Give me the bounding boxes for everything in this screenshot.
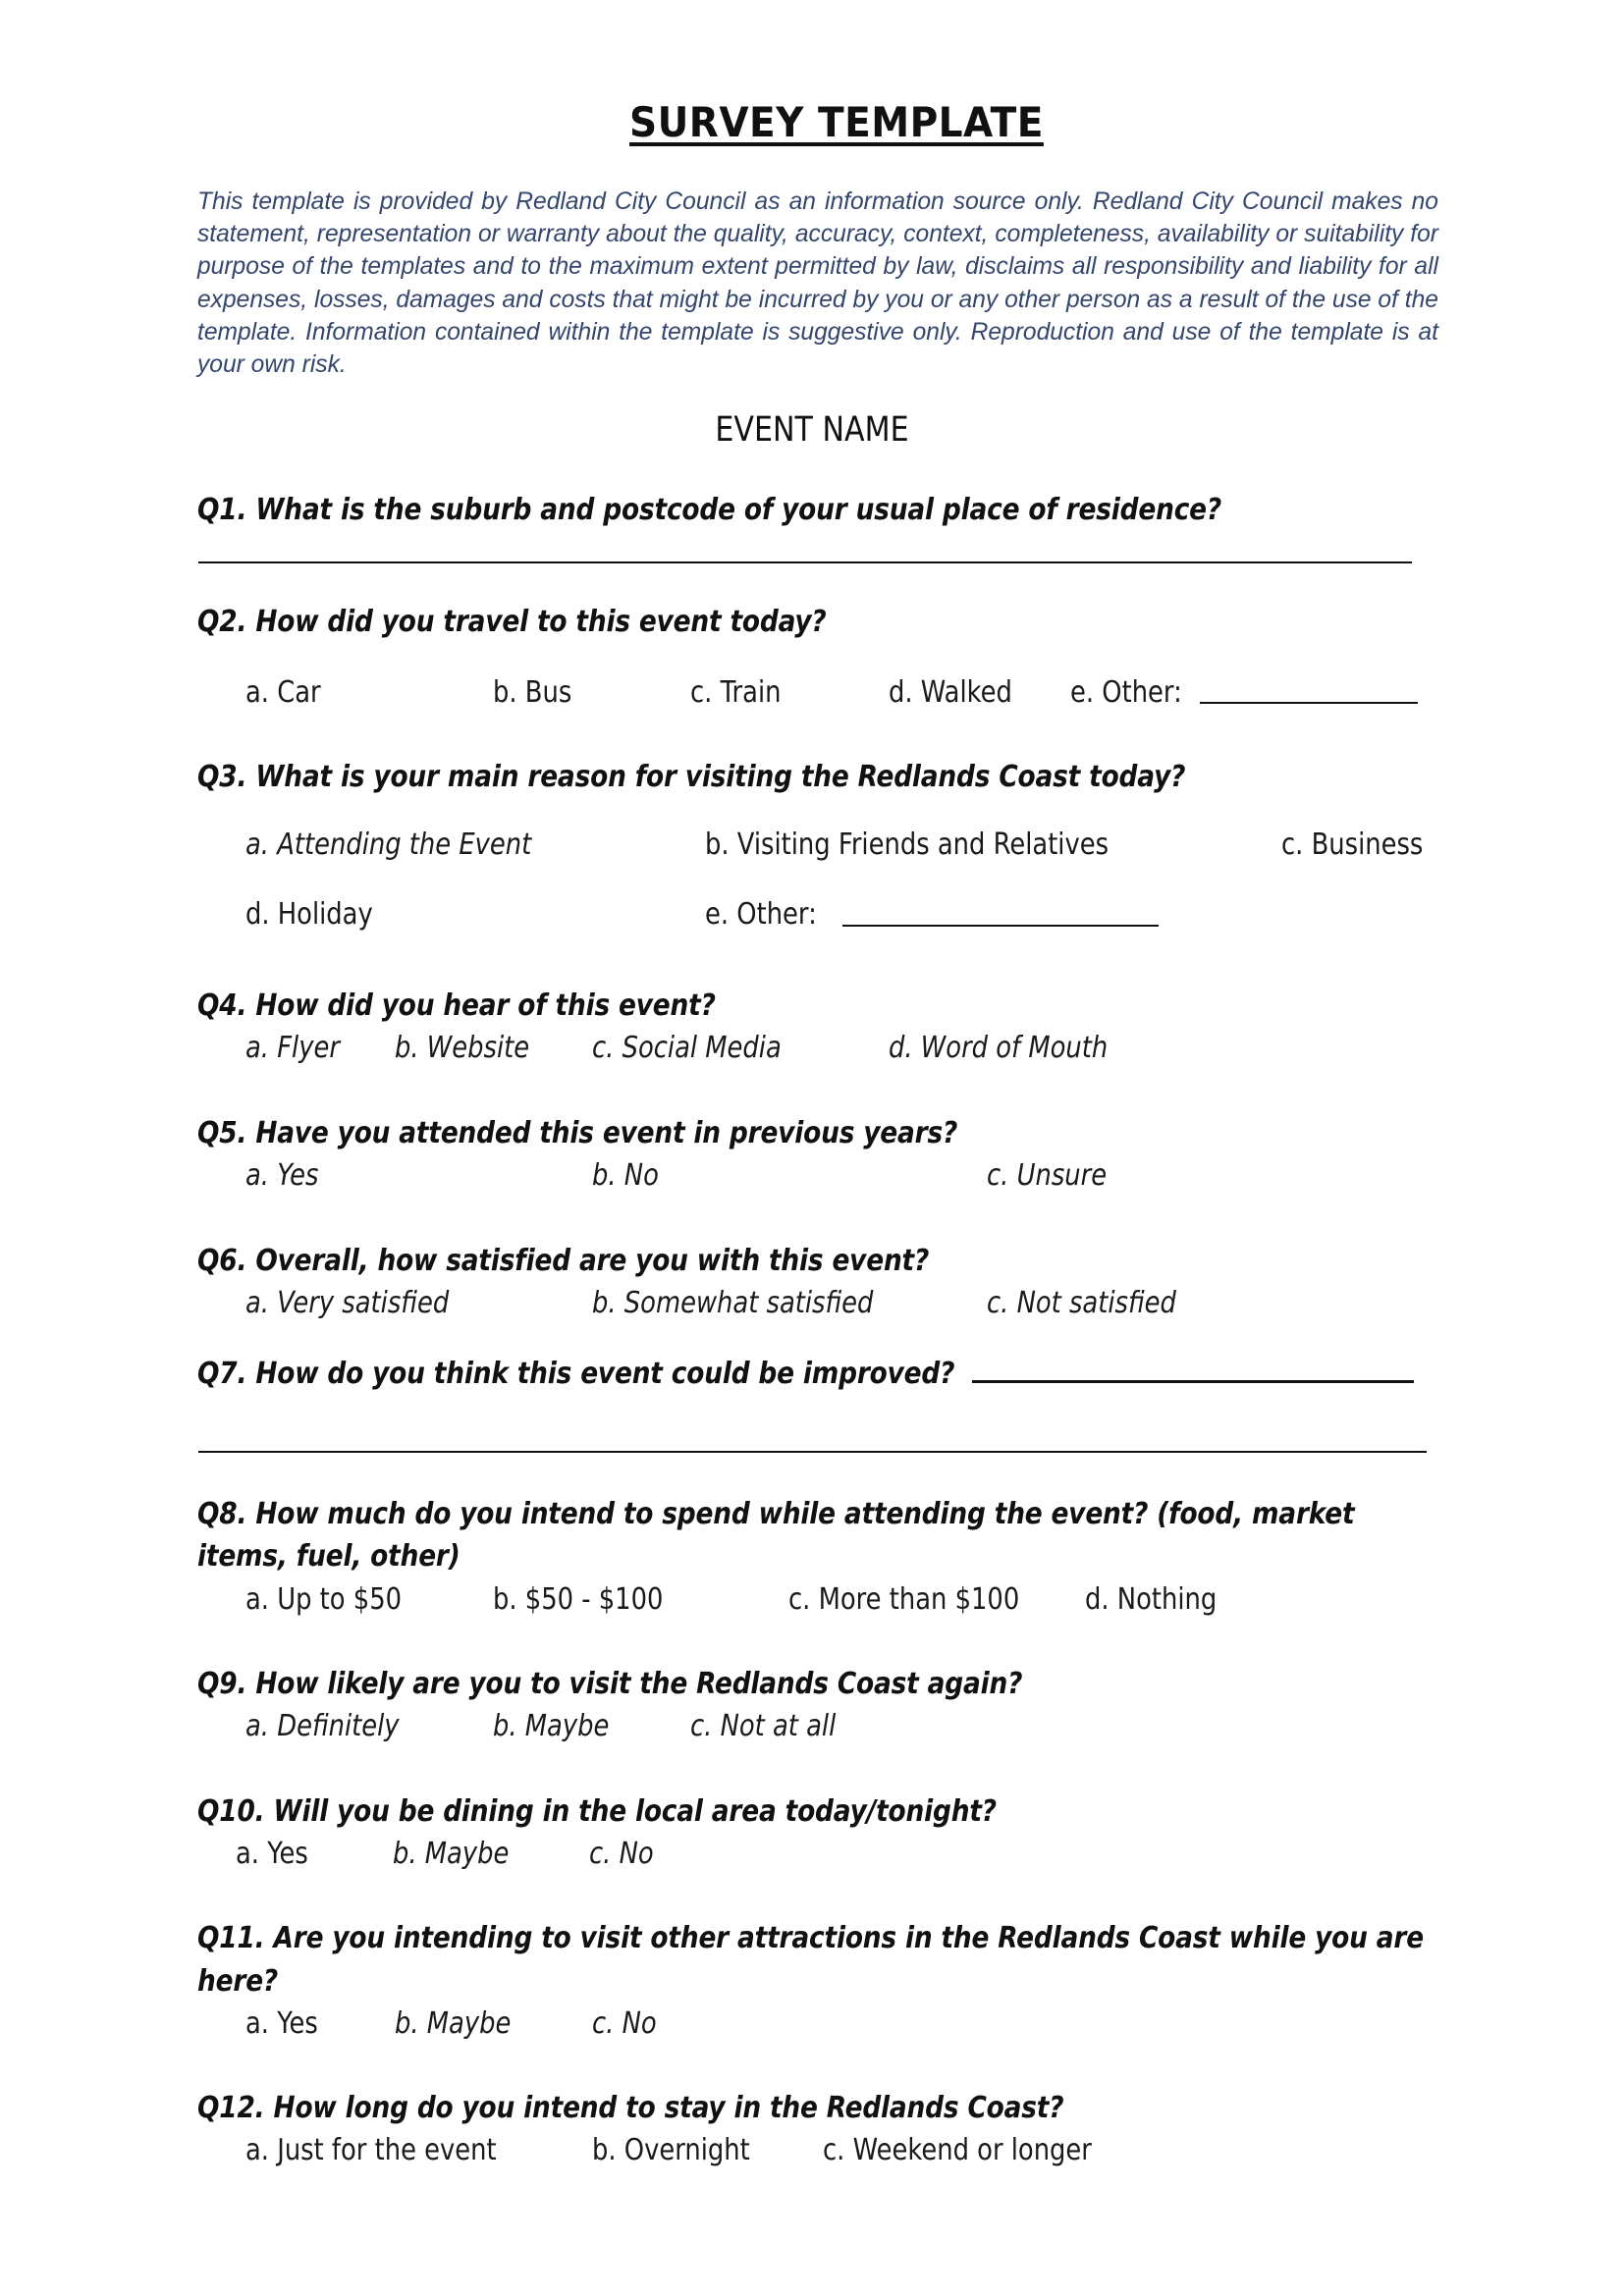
option-q10-c[interactable]: c. No (589, 1837, 654, 1871)
question-q8-line2: items, fuel, other) (197, 1539, 460, 1574)
option-q9-b[interactable]: b. Maybe (493, 1709, 610, 1743)
option-q12-c[interactable]: c. Weekend or longer (823, 2133, 1092, 2167)
answer-line-q1[interactable] (198, 561, 1412, 563)
option-q11-b[interactable]: b. Maybe (395, 2006, 512, 2041)
answer-line-q7-first[interactable] (972, 1380, 1414, 1383)
question-q3: Q3. What is your main reason for visiting the Redlands Coast today? (197, 760, 1186, 794)
option-q12-a[interactable]: a. Just for the event (245, 2133, 497, 2167)
option-q8-a[interactable]: a. Up to $50 (245, 1582, 403, 1617)
option-q8-b[interactable]: b. $50 - $100 (493, 1582, 664, 1617)
option-q5-c[interactable]: c. Unsure (987, 1158, 1108, 1193)
option-q6-c[interactable]: c. Not satisfied (987, 1286, 1176, 1320)
option-q8-c[interactable]: c. More than $100 (788, 1582, 1020, 1617)
page-title: SURVEY TEMPLATE (629, 98, 1044, 146)
disclaimer-text: This template is provided by Redland City Council as an information source only. Redland City Council makes no statement, representation or warranty about the quality, accuracy, context, completeness, availability or suitability for purpose of the templates and to the maximum extent permitted by law, disclaims all responsibility and liability for all expenses, losses, damages and costs that might be incurred by you or any other person as a result of the use of the template. Information contained within the template is suggestive only. Reproduction and use of the template is at your own risk. (197, 188, 1438, 379)
option-q3-d[interactable]: d. Holiday (245, 897, 373, 932)
option-q10-a[interactable]: a. Yes (236, 1837, 308, 1871)
question-q8-line1: Q8. How much do you intend to spend while attending the event? (food, market (197, 1497, 1355, 1531)
option-q3-c[interactable]: c. Business (1281, 828, 1424, 862)
option-q6-a[interactable]: a. Very satisfied (245, 1286, 450, 1320)
option-q5-b[interactable]: b. No (592, 1158, 659, 1193)
option-q2-b[interactable]: b. Bus (493, 675, 572, 710)
question-q11-line1: Q11. Are you intending to visit other attractions in the Redlands Coast while you are (197, 1921, 1424, 1955)
option-q8-d[interactable]: d. Nothing (1085, 1582, 1218, 1617)
option-q9-c[interactable]: c. Not at all (690, 1709, 837, 1743)
event-name-heading: EVENT NAME (715, 410, 909, 450)
question-q1: Q1. What is the suburb and postcode of your usual place of residence? (197, 493, 1222, 527)
answer-line-q3-other[interactable] (842, 925, 1159, 927)
option-q5-a[interactable]: a. Yes (245, 1158, 319, 1193)
answer-line-q2-other[interactable] (1200, 702, 1418, 704)
question-q5: Q5. Have you attended this event in previous years? (197, 1116, 958, 1150)
question-q11-line2: here? (197, 1964, 279, 1999)
option-q3-a[interactable]: a. Attending the Event (245, 828, 532, 862)
question-q9: Q9. How likely are you to visit the Redlands Coast again? (197, 1667, 1023, 1701)
question-q4: Q4. How did you hear of this event? (197, 988, 716, 1023)
option-q6-b[interactable]: b. Somewhat satisfied (592, 1286, 874, 1320)
option-q9-a[interactable]: a. Definitely (245, 1709, 400, 1743)
option-q2-c[interactable]: c. Train (690, 675, 782, 710)
option-q12-b[interactable]: b. Overnight (592, 2133, 750, 2167)
option-q2-d[interactable]: d. Walked (889, 675, 1012, 710)
option-q11-c[interactable]: c. No (592, 2006, 657, 2041)
option-q3-e[interactable]: e. Other: (705, 897, 817, 932)
question-q2: Q2. How did you travel to this event today? (197, 605, 827, 639)
option-q3-b[interactable]: b. Visiting Friends and Relatives (705, 828, 1110, 862)
option-q10-b[interactable]: b. Maybe (393, 1837, 510, 1871)
option-q4-b[interactable]: b. Website (395, 1031, 530, 1065)
option-q4-d[interactable]: d. Word of Mouth (889, 1031, 1109, 1065)
answer-line-q7-second[interactable] (198, 1451, 1427, 1453)
question-q10: Q10. Will you be dining in the local area today/tonight? (197, 1794, 997, 1829)
option-q2-a[interactable]: a. Car (245, 675, 321, 710)
option-q4-a[interactable]: a. Flyer (245, 1031, 340, 1065)
question-q12: Q12. How long do you intend to stay in the Redlands Coast? (197, 2091, 1064, 2125)
option-q2-e[interactable]: e. Other: (1070, 675, 1182, 710)
question-q6: Q6. Overall, how satisfied are you with this event? (197, 1244, 930, 1278)
option-q4-c[interactable]: c. Social Media (592, 1031, 782, 1065)
question-q7: Q7. How do you think this event could be improved? (197, 1357, 955, 1391)
option-q11-a[interactable]: a. Yes (245, 2006, 318, 2041)
